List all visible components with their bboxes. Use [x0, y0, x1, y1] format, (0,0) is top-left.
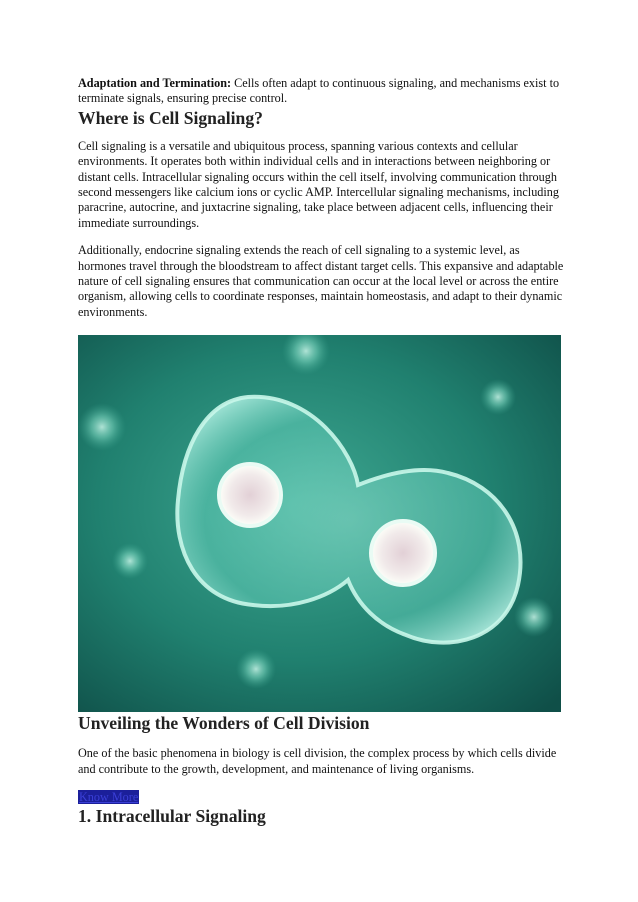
division-heading: Unveiling the Wonders of Cell Division: [78, 713, 370, 734]
where-heading: Where is Cell Signaling?: [78, 107, 263, 128]
adaptation-paragraph: [78, 76, 564, 107]
intracellular-heading: 1. Intracellular Signaling: [78, 806, 266, 827]
know-more-link[interactable]: Know More: [79, 790, 139, 805]
adaptation-text: Cells often adapt to continuous signaling, and mechanisms exist to terminate signals, ensuring precise control.: [78, 76, 560, 106]
background-cell: [514, 597, 554, 637]
adaptation-term: Adaptation and Termination:: [78, 76, 232, 90]
nucleus-left: [219, 464, 281, 526]
background-cell: [236, 649, 276, 689]
nucleus-right: [371, 521, 435, 585]
document-content: [78, 76, 564, 837]
cell-division-image: [78, 335, 561, 712]
where-paragraph-1: Cell signaling is a versatile and ubiquitous process, spanning various contexts and cellular environments. It operates both within individual cells and in interactions between neighboring or distant cells. Intracellular signaling occurs within the cell itself, involving communication through second messengers like calcium ions or cyclic AMP. Intercellular signaling mechanisms, including paracrine, autocrine, and juxtacrine signaling, take place between adjacent cells, influencing their immediate surroundings.: [78, 138, 559, 230]
background-cell: [112, 543, 148, 579]
division-paragraph: One of the basic phenomena in biology is cell division, the complex process by which cells divide and contribute to the growth, development, and maintenance of living organisms.: [78, 746, 557, 776]
background-cell: [480, 379, 516, 415]
where-paragraph-2: Additionally, endocrine signaling extends the reach of cell signaling to a systemic level, as hormones travel through the bloodstream to affect distant target cells. This expansive and adaptable nature of cell signaling ensures that communication can occur at the local level or across the entire organism, allowing cells to coordinate responses, maintain homeostasis, and adapt to their dynamic environments.: [78, 243, 564, 319]
background-cell: [78, 403, 126, 451]
dividing-cell-illustration: [78, 335, 561, 712]
